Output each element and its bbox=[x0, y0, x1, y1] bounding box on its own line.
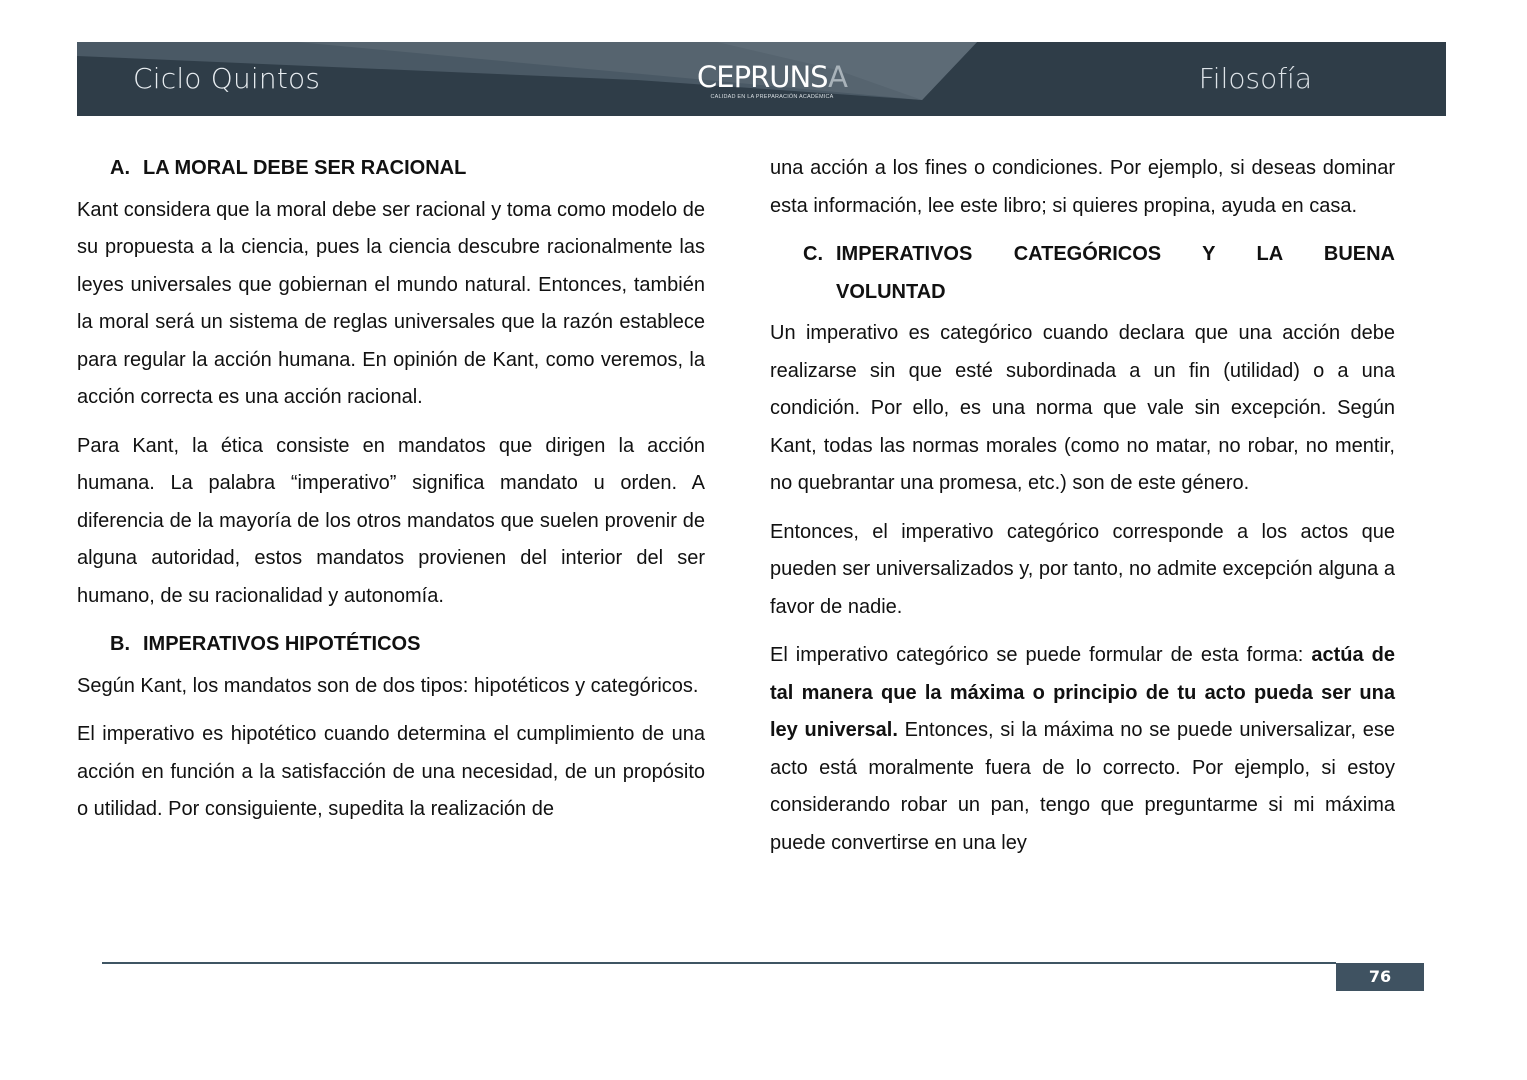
categorical-imperative-formula: actúa de tal manera que la máxima o principio de tu acto pueda ser una ley universal. bbox=[770, 644, 1395, 741]
section-c-title-line-2: VOLUNTAD bbox=[836, 280, 946, 303]
footer-divider bbox=[102, 962, 1336, 964]
section-b-letter: B. bbox=[110, 633, 130, 655]
section-a-paragraph-2: Para Kant, la ética consiste en mandatos que dirigen la acción humana. La palabra “imperativo” significa mandato u orden. A diferencia de la mayoría de los otros mandatos que suelen provenir de alguna autoridad, estos mandatos provienen del interior del ser humano, de su racionalidad y autonomía. bbox=[77, 434, 705, 607]
page-number-badge: 76 bbox=[1336, 963, 1424, 991]
section-a-paragraph-1: Kant considera que la moral debe ser racional y toma como modelo de su propuesta a la ciencia, pues la ciencia descubre racionalmente las leyes universales que gobiernan el mundo natural. Entonces, también la moral será un sistema de reglas universales que la razón establece para regular la acción humana. En opinión de Kant, como veremos, la acción correcta es una acción racional. bbox=[77, 198, 705, 408]
formula-explanation: Entonces, si la máxima no se puede universalizar, ese acto está moralmente fuera de lo correcto. Por ejemplo, si estoy considerando robar un pan, tengo que preguntarme si mi máxima puede convertirse en una ley bbox=[770, 719, 1395, 854]
left-column bbox=[77, 150, 705, 840]
formula-intro: El imperativo categórico se puede formular de esta forma: bbox=[770, 644, 1312, 666]
section-c-letter: C. bbox=[803, 243, 823, 265]
section-c-paragraph-1: Un imperativo es categórico cuando declara que una acción debe realizarse sin que esté subordinada a un fin (utilidad) o a una condición. Por ello, es una norma que vale sin excepción. Según Kant, todas las normas morales (como no matar, no robar, no mentir, no quebrantar una promesa, etc.) son de este género. bbox=[770, 322, 1395, 494]
logo-tagline: CALIDAD EN LA PREPARACIÓN ACADÉMICA bbox=[710, 94, 834, 100]
logo-wordmark-tail: A bbox=[828, 60, 847, 94]
section-c-title-line-1: IMPERATIVOS CATEGÓRICOS Y LA BUENA bbox=[836, 243, 1395, 265]
section-a-heading bbox=[77, 150, 705, 188]
section-c-formula-paragraph bbox=[770, 637, 1395, 862]
section-a-letter: A. bbox=[110, 157, 130, 179]
right-column bbox=[770, 150, 1395, 873]
section-b-heading bbox=[77, 626, 705, 664]
subject-title: Filosofía bbox=[1198, 62, 1312, 95]
section-b-title: IMPERATIVOS HIPOTÉTICOS bbox=[143, 633, 421, 655]
logo-wordmark-main: CEPRUNS bbox=[697, 60, 829, 94]
section-b-continuation: una acción a los fines o condiciones. Por ejemplo, si deseas dominar esta información, lee este libro; si quieres propina, ayuda en casa. bbox=[770, 157, 1395, 217]
ceprunsa-logo bbox=[687, 62, 857, 106]
section-a-title: LA MORAL DEBE SER RACIONAL bbox=[143, 157, 467, 179]
section-c-paragraph-2: Entonces, el imperativo categórico corresponde a los actos que pueden ser universalizados y, por tanto, no admite excepción alguna a favor de nadie. bbox=[770, 520, 1395, 618]
section-c-title bbox=[836, 236, 1395, 311]
course-cycle-title: Ciclo Quintos bbox=[133, 62, 321, 95]
page-header bbox=[77, 42, 1446, 116]
logo-wordmark bbox=[687, 62, 857, 92]
section-b-paragraph-2: El imperativo es hipotético cuando determina el cumplimiento de una acción en función a la satisfacción de una necesidad, de un propósito o utilidad. Por consiguiente, supedita la realización de bbox=[77, 723, 705, 820]
section-b-paragraph-1: Según Kant, los mandatos son de dos tipos: hipotéticos y categóricos. bbox=[77, 674, 699, 697]
section-c-heading bbox=[770, 236, 1395, 311]
